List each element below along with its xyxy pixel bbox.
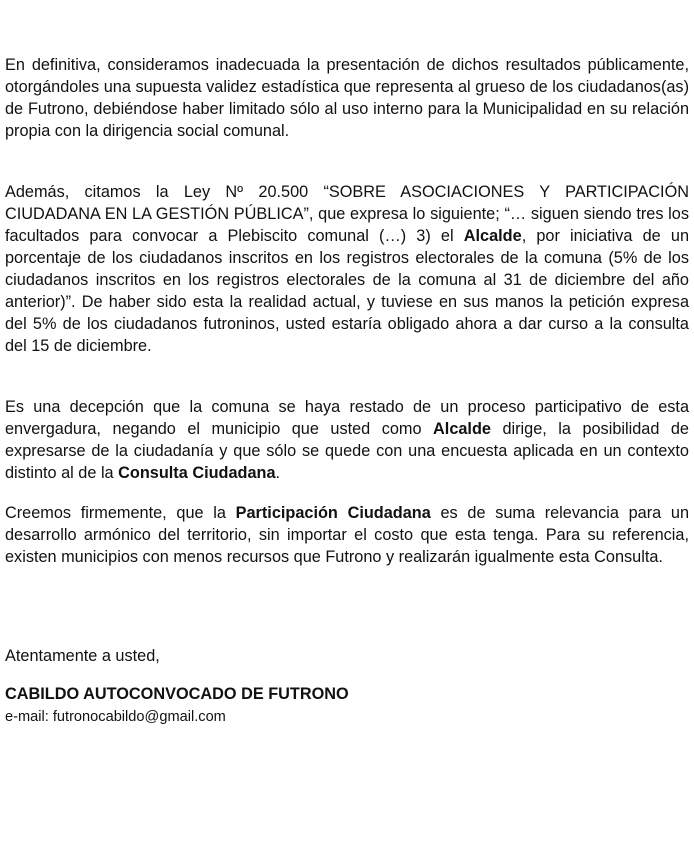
- paragraph-4: [5, 502, 689, 568]
- paragraph-3-part-2: dirige, la posibilidad de expresarse de la ciudadanía y que sólo se quede con una encuesta aplicada en un contexto distinto al de la: [5, 420, 689, 482]
- contact-email: e-mail: futronocabildo@gmail.com: [5, 709, 226, 725]
- paragraph-2-part-2: , por iniciativa de un porcentaje de los ciudadanos inscritos en los registros electorales de la comuna (5% de los ciudadanos inscritos en los registros electorales de la comuna al 31 de diciembre del año anterior)”. De haber sido esta la realidad actual, y tuviese en sus manos la petición expresa del 5% de los ciudadanos futroninos, usted estaría obligado ahora a dar curso a la consulta del 15 de diciembre.: [5, 227, 689, 355]
- paragraph-3-part-1: Es una decepción que la comuna se haya restado de un proceso participativo de esta envergadura, negando el municipio que usted como: [5, 398, 689, 438]
- paragraph-4-part-2: es de suma relevancia para un desarrollo armónico del territorio, sin importar el costo que esta tenga. Para su referencia, existen municipios con menos recursos que Futrono y realizarán igualmente esta Consulta.: [5, 504, 689, 566]
- paragraph-1-text: En definitiva, consideramos inadecuada la presentación de dichos resultados públicamente, otorgándoles una supuesta validez estadística que representa al grueso de los ciudadanos(as) de Futrono, debiéndose haber limitado sólo al uso interno para la Municipalidad en su relación propia con la dirigencia social comunal.: [5, 56, 689, 140]
- paragraph-3-bold-consulta: Consulta Ciudadana: [118, 464, 276, 482]
- signature: CABILDO AUTOCONVOCADO DE FUTRONO: [5, 685, 349, 703]
- paragraph-4-part-1: Creemos firmemente, que la: [5, 504, 236, 522]
- closing-line: Atentamente a usted,: [5, 647, 160, 665]
- paragraph-2-part-1: Además, citamos la Ley Nº 20.500 “SOBRE ASOCIACIONES Y PARTICIPACIÓN CIUDADANA EN LA GESTIÓN PÚBLICA”, que expresa lo siguiente; “… siguen siendo tres los facultados para convocar a Plebiscito comunal (…) 3) el: [5, 183, 689, 245]
- paragraph-3-bold-alcalde: Alcalde: [433, 420, 491, 438]
- paragraph-3: [5, 396, 689, 484]
- paragraph-2-bold-alcalde: Alcalde: [463, 227, 522, 245]
- paragraph-2: [5, 181, 689, 357]
- paragraph-4-bold-participacion: Participación Ciudadana: [235, 504, 431, 522]
- paragraph-1: [5, 54, 689, 142]
- paragraph-3-part-3: .: [275, 464, 281, 482]
